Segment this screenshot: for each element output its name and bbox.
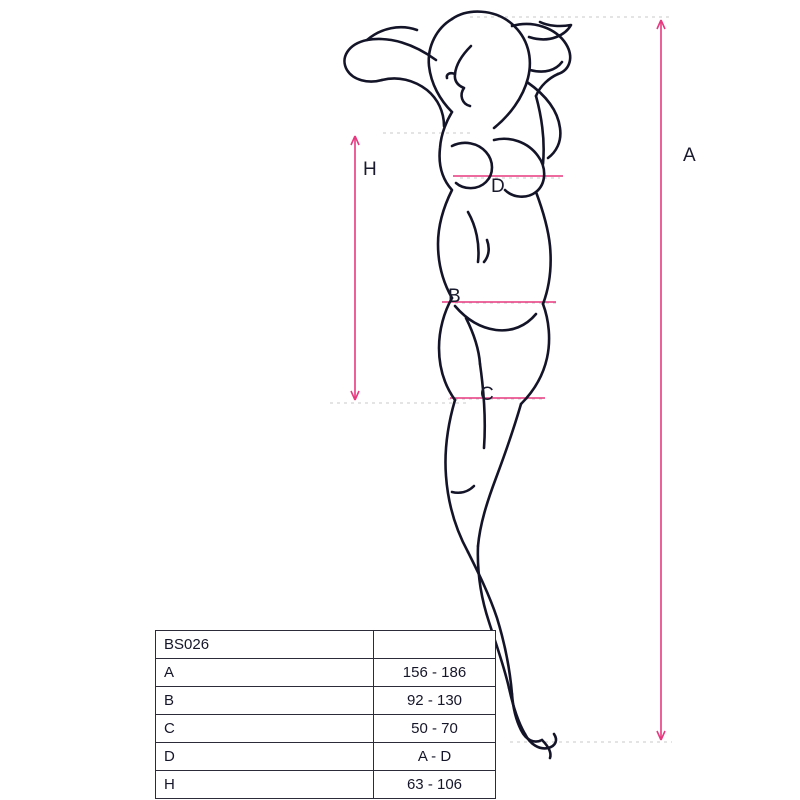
measurement-label-H: H: [363, 159, 377, 180]
table-row: [156, 631, 496, 659]
table-cell-value: 63 - 106: [374, 771, 496, 799]
table-row: [156, 715, 496, 743]
table-cell-value: 92 - 130: [374, 687, 496, 715]
size-table: [155, 630, 496, 799]
table-cell-code: H: [156, 771, 374, 799]
table-cell-code: A: [156, 659, 374, 687]
table-cell-value: 156 - 186: [374, 659, 496, 687]
table-cell-value: [374, 631, 496, 659]
table-row: [156, 659, 496, 687]
measurement-label-C: C: [480, 384, 494, 405]
measurement-label-B: B: [448, 286, 461, 307]
table-cell-value: 50 - 70: [374, 715, 496, 743]
table-cell-code: BS026: [156, 631, 374, 659]
table-row: [156, 687, 496, 715]
measurement-label-D: D: [491, 176, 505, 197]
table-cell-value: A - D: [374, 743, 496, 771]
table-row: [156, 743, 496, 771]
table-cell-code: D: [156, 743, 374, 771]
table-cell-code: C: [156, 715, 374, 743]
table-row: [156, 771, 496, 799]
measurement-label-A: A: [683, 145, 696, 166]
table-cell-code: B: [156, 687, 374, 715]
